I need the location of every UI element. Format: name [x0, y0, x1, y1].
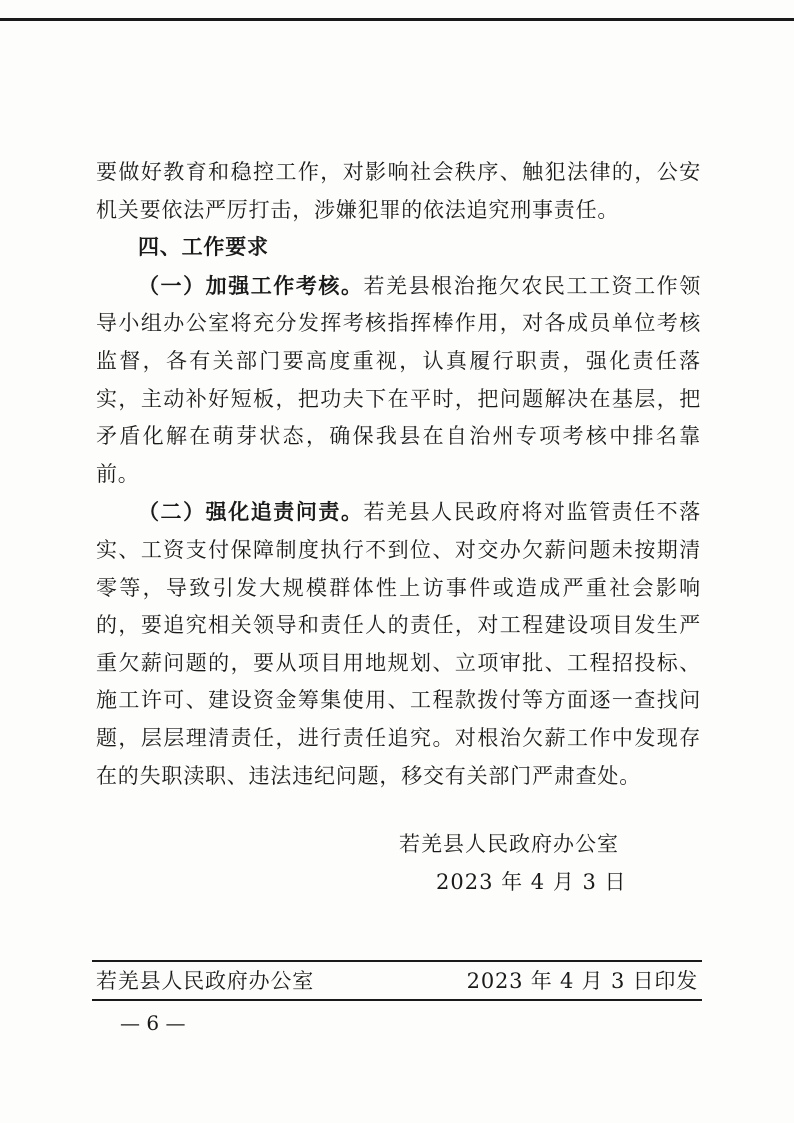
signature-org: 若羌县人民政府办公室 [399, 832, 619, 856]
paragraph-item-2 [96, 493, 701, 795]
section-heading: 四、工作要求 [138, 235, 269, 260]
footer-issue-date: 2023 年 4 月 3 日印发 [466, 969, 698, 993]
footer-rule-bottom [92, 999, 702, 1001]
footer-rule-top [92, 960, 702, 962]
top-rule [0, 18, 794, 21]
item-1-text: 若羌县根治拖欠农民工工资工作领导小组办公室将充分发挥考核指挥棒作用，对各成员单位考核监督，各有关部门要高度重视，认真履行职责，强化责任落实，主动补好短板，把功夫下在平时，把问题解决在基层，把矛盾化解在萌芽状态，确保我县在自治州专项考核中排名靠前。 [96, 273, 701, 486]
document-body [96, 154, 701, 795]
item-2-text: 若羌县人民政府将对监管责任不落实、工资支付保障制度执行不到位、对交办欠薪问题未按期清零等，导致引发大规模群体性上访事件或造成严重社会影响的，要追究相关领导和责任人的责任，对工程建设项目发生严重欠薪问题的，要从项目用地规划、立项审批、工程招投标、施工许可、建设资金筹集使用、工程款拨付等方面逐一查找问题，层层理清责任，进行责任追究。对根治欠薪工作中发现存在的失职渎职、违法违纪问题，移交有关部门严肃查处。 [96, 500, 701, 788]
page-number: — 6 — [120, 1011, 186, 1035]
footer-org: 若羌县人民政府办公室 [96, 969, 314, 993]
item-1-lead: （一）加强工作考核。 [138, 272, 364, 298]
signature-date: 2023 年 4 月 3 日 [436, 870, 627, 894]
paragraph-item-1 [96, 267, 701, 494]
item-2-lead: （二）强化追责问责。 [138, 499, 364, 525]
paragraph-continuation: 要做好教育和稳控工作，对影响社会秩序、触犯法律的，公安机关要依法严厉打击，涉嫌犯罪的依法追究刑事责任。 [96, 160, 701, 222]
